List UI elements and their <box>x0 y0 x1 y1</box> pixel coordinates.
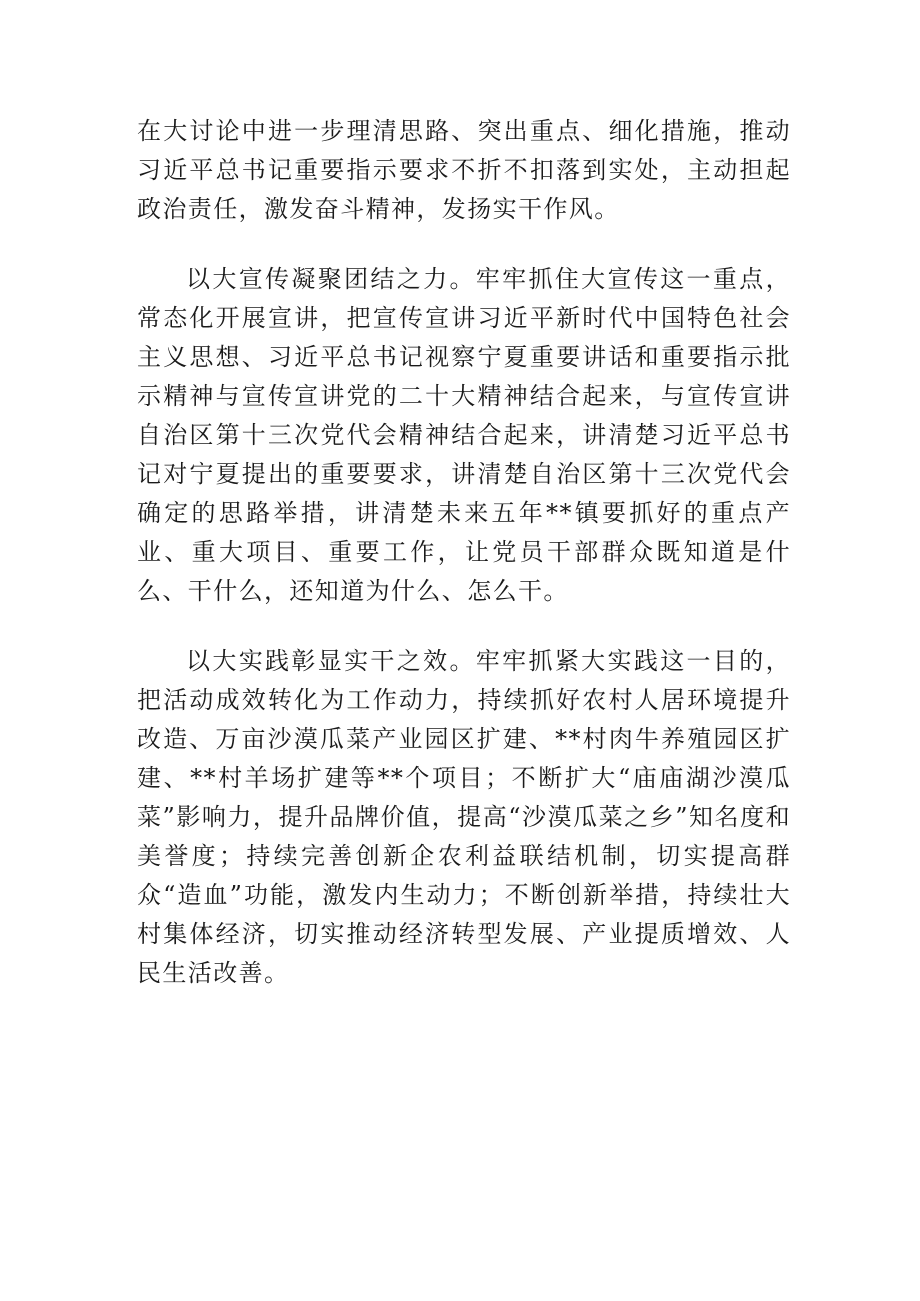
paragraph-continuation: 在大讨论中进一步理清思路、突出重点、细化措施，推动习近平总书记重要指示要求不折不扣落到实处，主动担起政治责任，激发奋斗精神，发扬实干作风。 <box>137 117 791 223</box>
paragraph-publicity: 以大宣传凝聚团结之力。牢牢抓住大宣传这一重点，常态化开展宣讲，把宣传宣讲习近平新时代中国特色社会主义思想、习近平总书记视察宁夏重要讲话和重要指示批示精神与宣传宣讲党的二十大精神结合起来，与宣传宣讲自治区第十三次党代会精神结合起来，讲清楚习近平总书记对宁夏提出的重要要求，讲清楚自治区第十三次党代会确定的思路举措，讲清楚未来五年**镇要抓好的重点产业、重大项目、重要工作，让党员干部群众既知道是什么、干什么，还知道为什么、怎么干。 <box>137 265 791 605</box>
paragraph-practice: 以大实践彰显实干之效。牢牢抓紧大实践这一目的，把活动成效转化为工作动力，持续抓好农村人居环境提升改造、万亩沙漠瓜菜产业园区扩建、**村肉牛养殖园区扩建、**村羊场扩建等**个项目；不断扩大“庙庙湖沙漠瓜菜”影响力，提升品牌价值，提高“沙漠瓜菜之乡”知名度和美誉度；持续完善创新企农利益联结机制，切实提高群众“造血”功能，激发内生动力；不断创新举措，持续壮大村集体经济，切实推动经济转型发展、产业提质增效、人民生活改善。 <box>137 647 791 987</box>
document-body <box>137 112 791 1024</box>
